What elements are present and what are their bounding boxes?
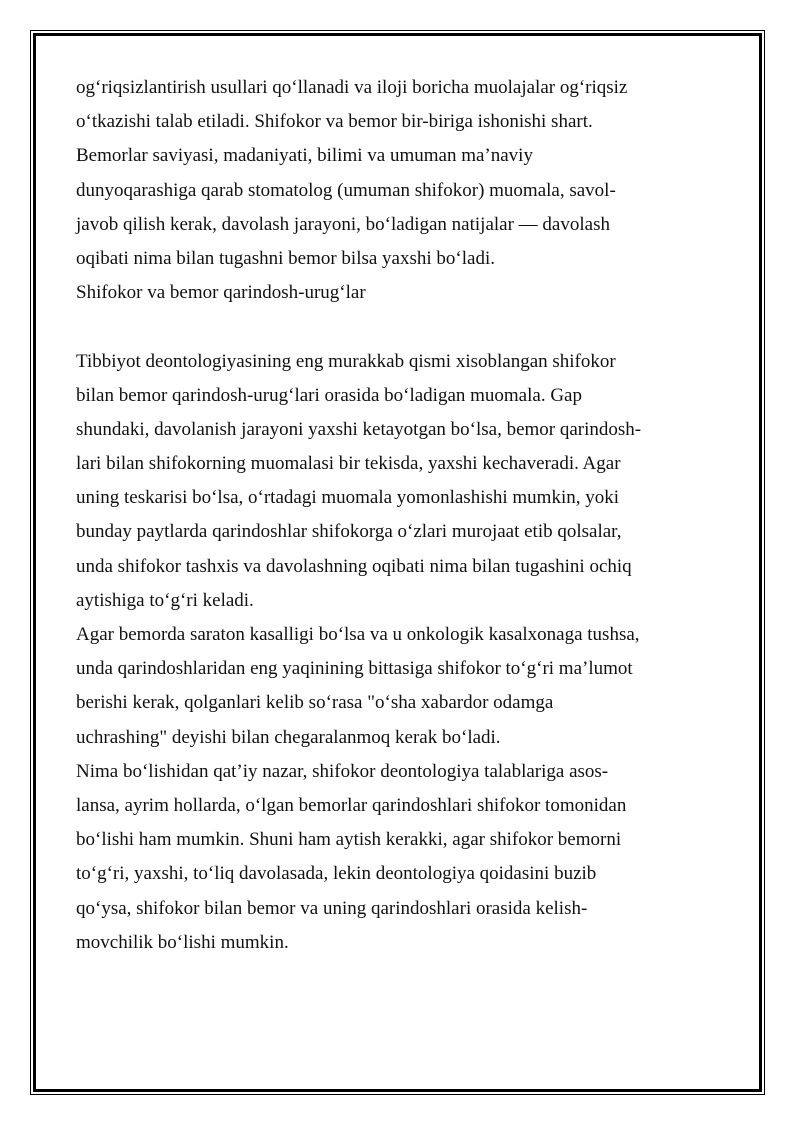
text-line: berishi kerak, qolganlari kelib so‘rasa "o‘sha xabardor odamga (76, 692, 554, 714)
text-line: oqibati nima bilan tugashni bemor bilsa yaxshi bo‘ladi. (76, 247, 495, 269)
blank-line (76, 310, 736, 344)
text-line: o‘tkazishi talab etiladi. Shifokor va bemor bir-biriga ishonishi shart. (76, 111, 593, 133)
text-line: unda shifokor tashxis va davolashning oqibati nima bilan tugashini ochiq (76, 555, 632, 577)
section-heading: Shifokor va bemor qarindosh-urug‘lar (76, 282, 366, 304)
text-line: uning teskarisi bo‘lsa, o‘rtadagi muomala yomonlashishi mumkin, yoki (76, 487, 620, 509)
text-line: bilan bemor qarindosh-urug‘lari orasida bo‘ladigan muomala. Gap (76, 384, 582, 406)
text-line: unda qarindoshlaridan eng yaqinining bittasiga shifokor to‘g‘ri ma’lumot (76, 658, 633, 680)
text-line: lansa, ayrim hollarda, o‘lgan bemorlar qarindoshlari shifokor tomonidan (76, 794, 627, 816)
text-line: Tibbiyot deontologiyasining eng murakkab qismi xisoblangan shifokor (76, 350, 616, 372)
document-body (76, 71, 736, 960)
text-line: Nima bo‘lishidan qat’iy nazar, shifokor deontologiya talablariga asos- (76, 760, 609, 782)
text-line: og‘riqsizlantirish usullari qo‘llanadi va iloji boricha muolajalar og‘riqsiz (76, 77, 628, 98)
text-line: to‘g‘ri, yaxshi, to‘liq davolasada, lekin deontologiya qoidasini buzib (76, 863, 597, 885)
text-line: Bemorlar saviyasi, madaniyati, bilimi va umuman ma’naviy (76, 145, 533, 167)
text-line: lari bilan shifokorning muomalasi bir tekisda, yaxshi kechaveradi. Agar (76, 453, 621, 475)
text-line: movchilik bo‘lishi mumkin. (76, 931, 289, 953)
text-line: qo‘ysa, shifokor bilan bemor va uning qarindoshlari orasida kelish- (76, 897, 588, 919)
text-line: aytishiga to‘g‘ri keladi. (76, 589, 254, 611)
text-line: bunday paytlarda qarindoshlar shifokorga o‘zlari murojaat etib qolsalar, (76, 521, 622, 543)
text-line: shundaki, davolanish jarayoni yaxshi ketayotgan bo‘lsa, bemor qarindosh- (76, 418, 642, 440)
text-line: Agar bemorda saraton kasalligi bo‘lsa va u onkologik kasalxonaga tushsa, (76, 624, 640, 645)
text-line: uchrashing" deyishi bilan chegaralanmoq kerak bo‘ladi. (76, 726, 501, 748)
text-line: bo‘lishi ham mumkin. Shuni ham aytish kerakki, agar shifokor bemorni (76, 829, 622, 851)
text-line: javob qilish kerak, davolash jarayoni, bo‘ladigan natijalar — davolash (76, 213, 610, 235)
text-line: dunyoqarashiga qarab stomatolog (umuman shifokor) muomala, savol- (76, 179, 616, 201)
